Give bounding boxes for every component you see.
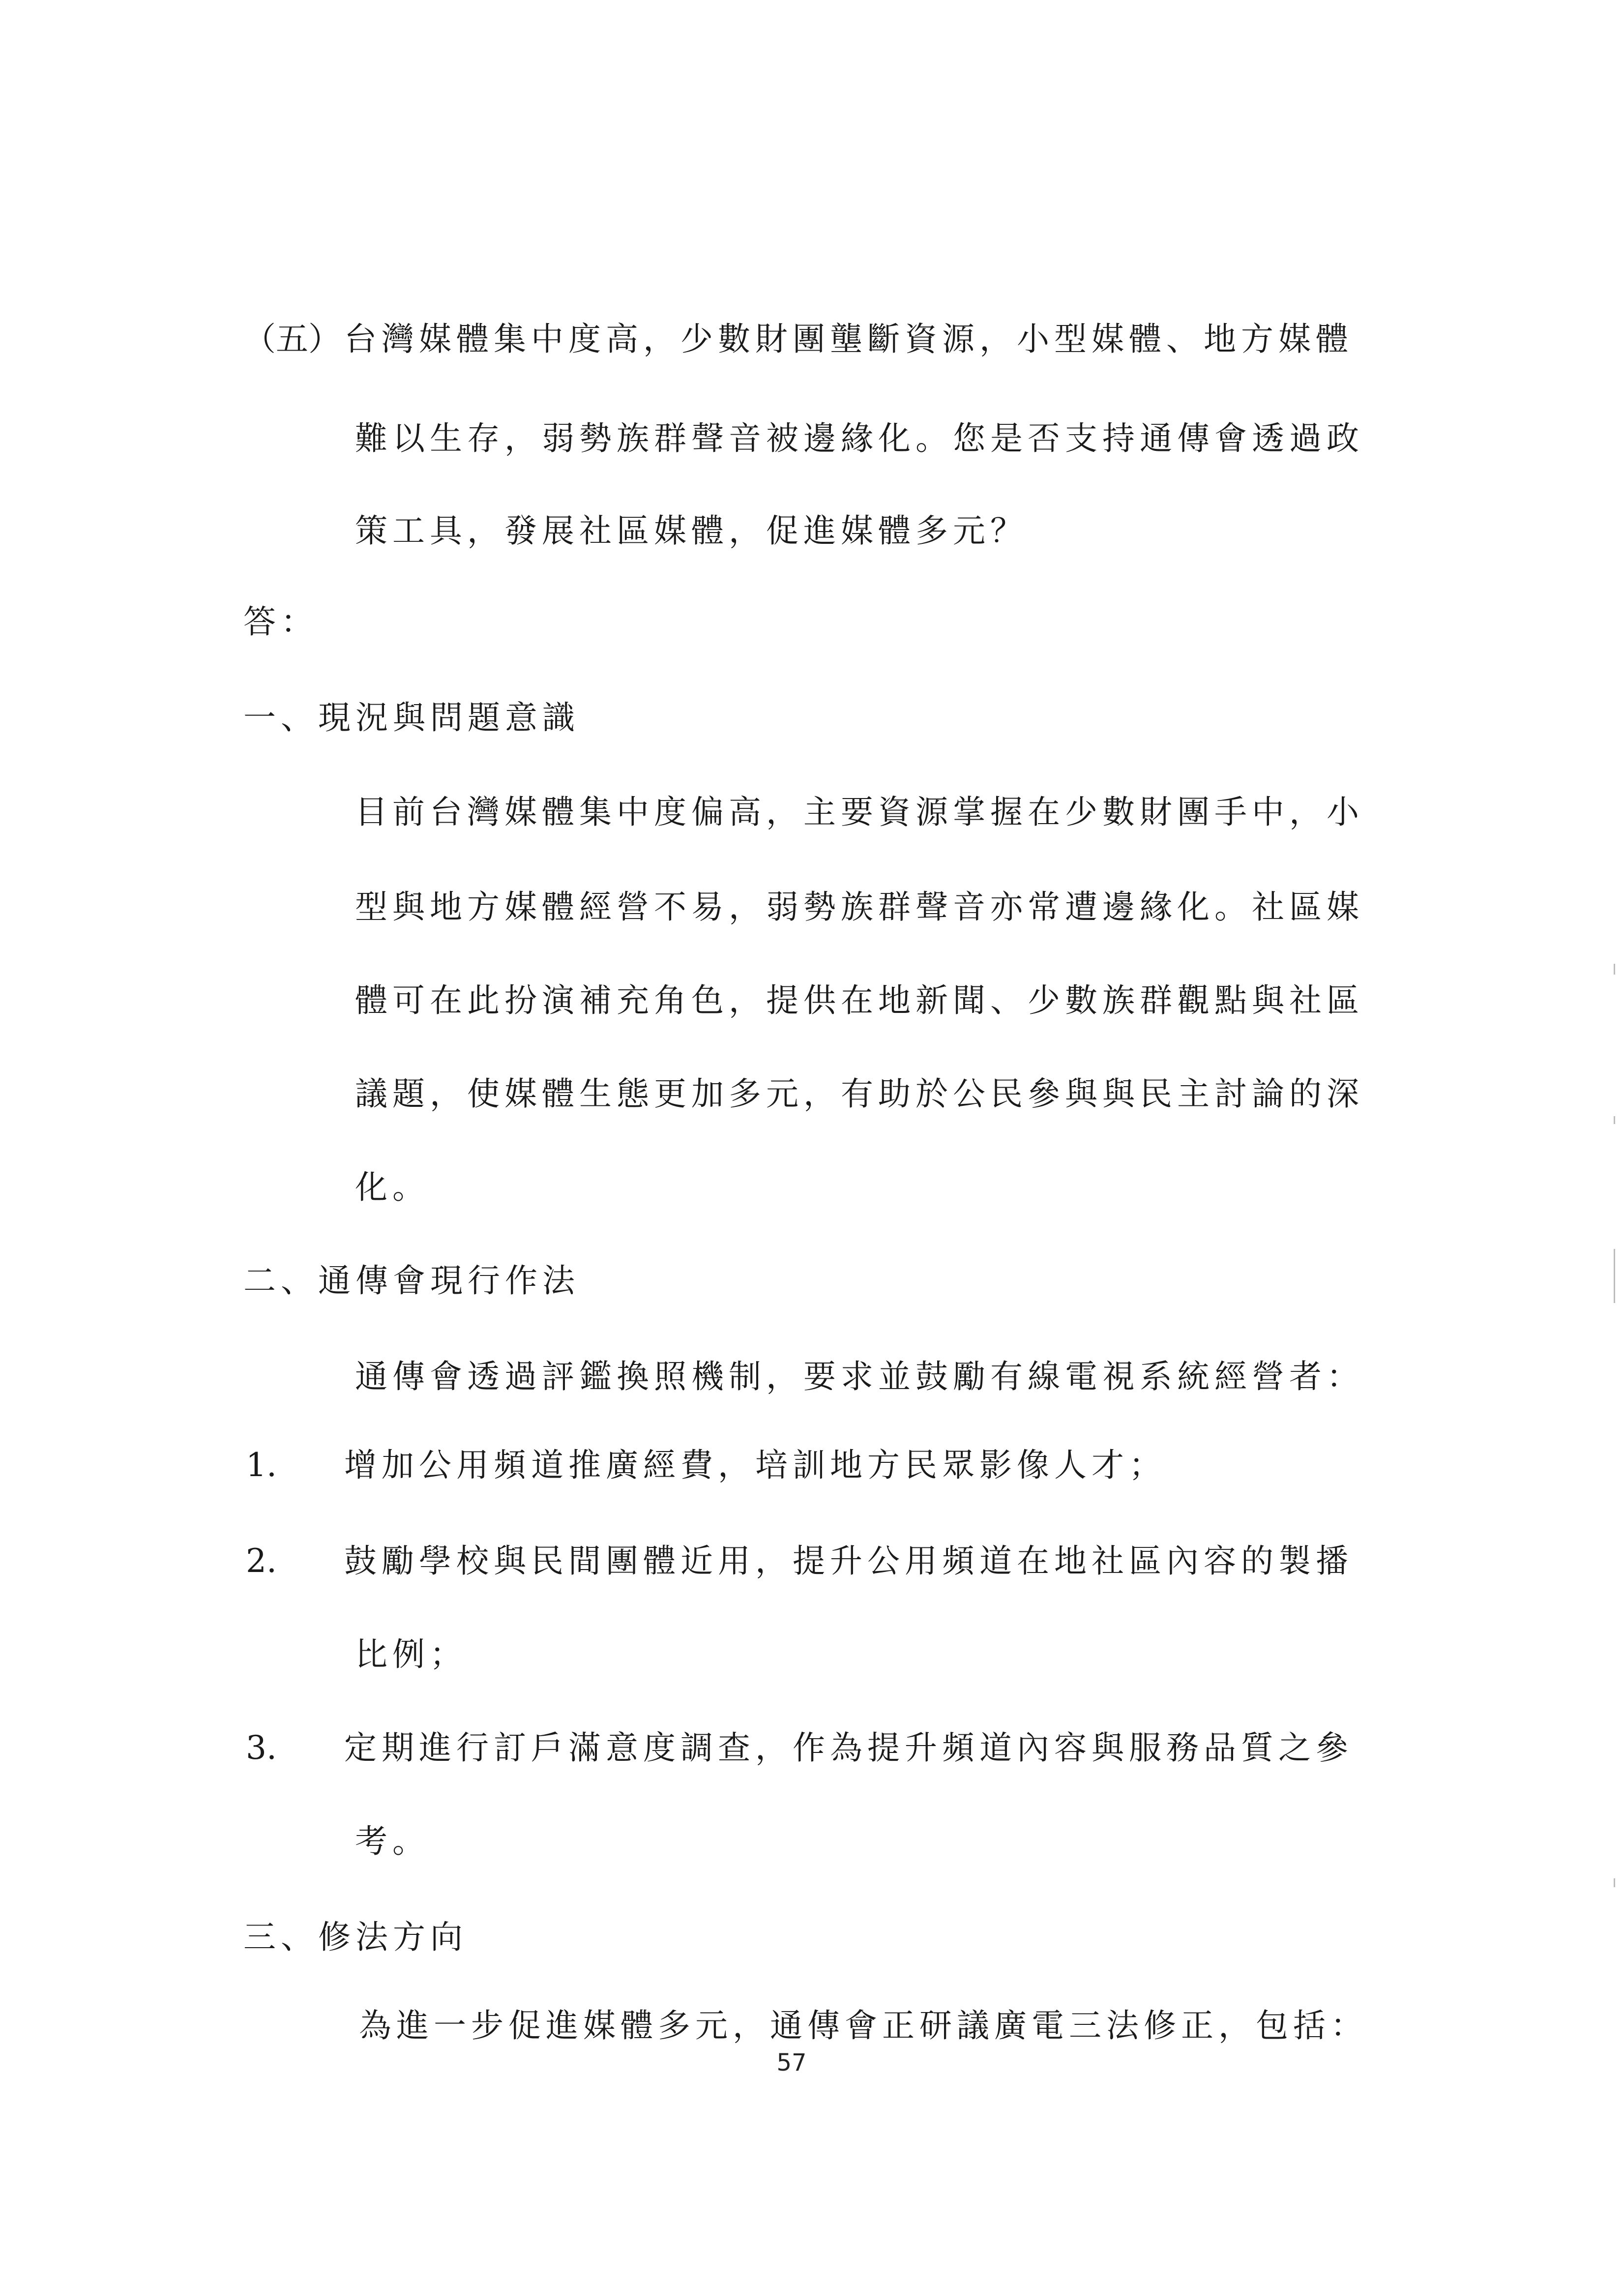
list-item-3-line-1: 定期進行訂戶滿意度調查，作為提升頻道內容與服務品質之參 [344, 1729, 1353, 1767]
list-item-2-line-2: 比例； [355, 1635, 467, 1673]
section1-line-2: 型與地方媒體經營不易，弱勢族群聲音亦常遭邊緣化。社區媒 [355, 888, 1364, 926]
scan-mark [1614, 1116, 1615, 1124]
list-number-2: 2. [246, 1542, 277, 1580]
list-item-3-line-2: 考。 [355, 1822, 430, 1860]
scan-mark [1614, 1878, 1615, 1887]
list-number-1: 1. [246, 1446, 277, 1484]
section2-heading: 二、通傳會現行作法 [243, 1262, 580, 1300]
list-item-2-line-1: 鼓勵學校與民間團體近用，提升公用頻道在地社區內容的製播 [344, 1542, 1353, 1580]
list-item-1-line-1: 增加公用頻道推廣經費，培訓地方民眾影像人才； [344, 1446, 1166, 1484]
section1-line-3: 體可在此扮演補充角色，提供在地新聞、少數族群觀點與社區 [355, 981, 1364, 1019]
section1-line-4: 議題，使媒體生態更加多元，有助於公民參與與民主討論的深 [355, 1075, 1364, 1113]
page-number: 57 [776, 2049, 807, 2076]
section1-line-1: 目前台灣媒體集中度偏高，主要資源掌握在少數財團手中，小 [355, 793, 1364, 831]
question-label: （五） [243, 320, 341, 358]
question-line-3: 策工具，發展社區媒體，促進媒體多元？ [355, 512, 1028, 550]
section1-heading: 一、現況與問題意識 [243, 699, 580, 737]
section3-intro: 為進一步促進媒體多元，通傳會正研議廣電三法修正，包括： [359, 2007, 1368, 2045]
scan-mark [1614, 964, 1615, 975]
list-number-3: 3. [246, 1729, 277, 1767]
question-line-1: 台灣媒體集中度高，少數財團壟斷資源，小型媒體、地方媒體 [344, 320, 1353, 358]
section1-line-5: 化。 [355, 1168, 430, 1206]
section2-intro: 通傳會透過評鑑換照機制，要求並鼓勵有線電視系統經營者： [355, 1358, 1364, 1395]
question-line-2: 難以生存，弱勢族群聲音被邊緣化。您是否支持通傳會透過政 [355, 419, 1364, 457]
section3-heading: 三、修法方向 [243, 1918, 468, 1956]
scan-mark [1614, 1249, 1615, 1303]
answer-label: 答： [243, 603, 318, 641]
